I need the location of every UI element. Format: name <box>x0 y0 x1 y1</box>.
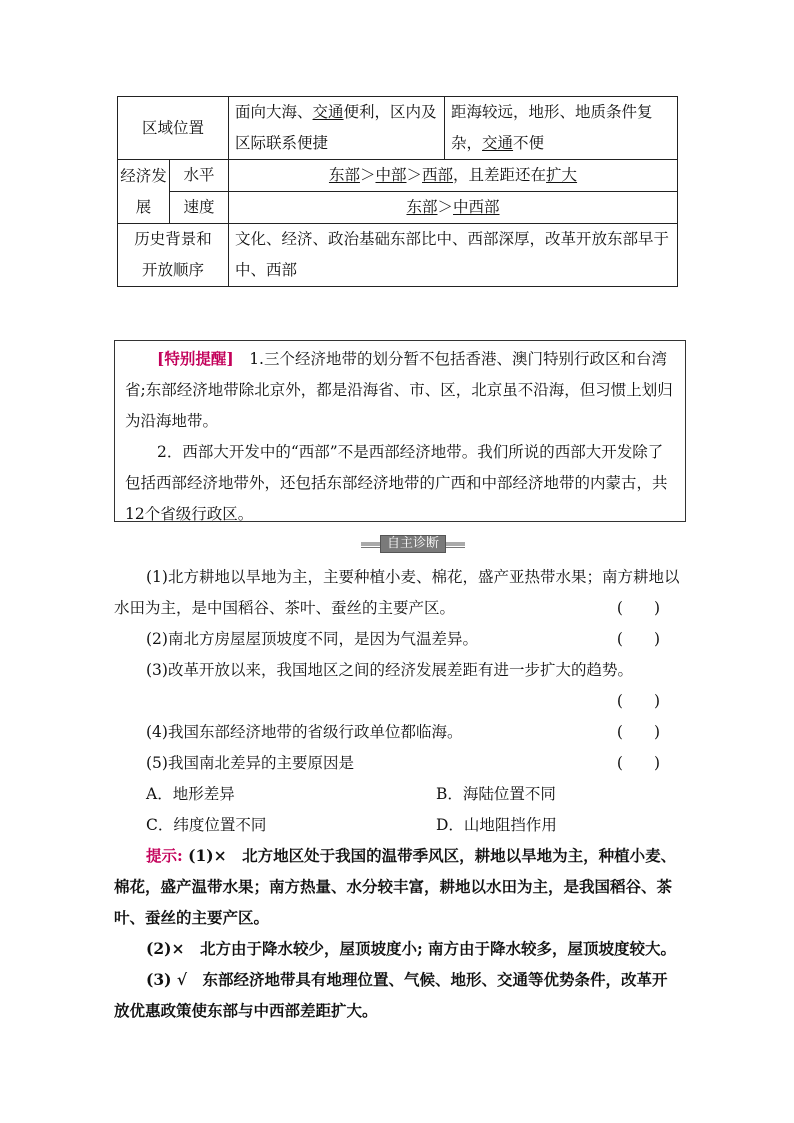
table-row-level <box>118 160 678 192</box>
history-value: 文化、经济、政治基础东部比中、西部深厚，改革开放东部早于中、西部 <box>229 224 678 287</box>
self-diagnosis-banner <box>361 535 465 552</box>
question-3: (3)改革开放以来，我国地区之间的经济发展差距有进一步扩大的趋势。 <box>146 661 633 679</box>
history-label: 历史背景和开放顺序 <box>118 224 229 287</box>
answer-blank-1[interactable]: ( ) <box>616 599 660 617</box>
options-row-2 <box>114 810 680 841</box>
question-4-text: (4)我国东部经济地带的省级行政单位都临海。 <box>146 723 463 741</box>
speed-value: 东部＞中西部 <box>229 192 678 224</box>
self-diagnosis-title: 自主诊断 <box>380 535 446 553</box>
options-row-1 <box>114 779 680 810</box>
table-row-history <box>118 224 678 287</box>
option-c[interactable]: C．纬度位置不同 <box>146 816 267 834</box>
diagnosis-questions <box>114 562 680 841</box>
answer-blank-4[interactable]: ( ) <box>616 723 660 741</box>
location-east-cell: 面向大海、交通便利，区内及区际联系便捷 <box>229 97 445 160</box>
econ-label: 经济发展 <box>118 160 170 224</box>
hint-2: (2)× 北方由于降水较少，屋顶坡度小; 南方由于降水较多，屋顶坡度较大。 <box>146 939 677 958</box>
answer-hints <box>114 840 680 1026</box>
table-row-speed <box>118 192 678 224</box>
question-4 <box>114 717 680 748</box>
question-5 <box>114 748 680 779</box>
hint-1 <box>114 840 680 933</box>
level-value: 东部＞中部＞西部，且差距还在扩大 <box>229 160 678 192</box>
comparison-table <box>117 96 678 287</box>
option-b[interactable]: B．海陆位置不同 <box>436 785 556 803</box>
reminder-tag: [特别提醒] <box>157 349 234 368</box>
answer-blank-2[interactable]: ( ) <box>616 630 660 648</box>
location-west-cell: 距海较远，地形、地质条件复杂，交通不便 <box>445 97 678 160</box>
reminder-paragraph-1 <box>125 343 675 437</box>
question-2 <box>114 624 680 655</box>
question-1 <box>114 562 680 624</box>
hint-3: (3) √ 东部经济地带具有地理位置、气候、地形、交通等优势条件，改革开放优惠政策使东部与中西部差距扩大。 <box>114 970 668 1020</box>
option-a[interactable]: A．地形差异 <box>146 785 235 803</box>
hint-1-text: (1)× 北方地区处于我国的温带季风区，耕地以旱地为主，种植小麦、棉花，盛产温带水果；南方热量、水分较丰富，耕地以水田为主，是我国稻谷、茶叶、蚕丝的主要产区。 <box>114 846 677 927</box>
question-5-text: (5)我国南北差异的主要原因是 <box>146 754 354 772</box>
level-label: 水平 <box>170 160 229 192</box>
option-d[interactable]: D．山地阻挡作用 <box>436 816 557 834</box>
reminder-paragraph-2: 2．西部大开发中的“西部”不是西部经济地带。我们所说的西部大开发除了包括西部经济地带外，还包括东部经济地带的广西和中部经济地带的内蒙古，共12个省级行政区。 <box>125 443 668 523</box>
speed-label: 速度 <box>170 192 229 224</box>
answer-blank-3[interactable]: ( ) <box>616 692 660 710</box>
hint-label: 提示: <box>146 846 183 865</box>
answer-blank-5[interactable]: ( ) <box>616 754 660 772</box>
reminder-text-1: 1.三个经济地带的划分暂不包括香港、澳门特别行政区和台湾省;东部经济地带除北京外，都是沿海省、市、区，北京虽不沿海，但习惯上划归为沿海地带。 <box>125 350 673 430</box>
table-row-location <box>118 97 678 160</box>
question-3-blank-row <box>114 686 680 717</box>
question-1-text: (1)北方耕地以旱地为主，主要种植小麦、棉花，盛产亚热带水果；南方耕地以水田为主，是中国稻谷、茶叶、蚕丝的主要产区。 <box>114 568 680 617</box>
special-reminder-box <box>114 340 686 522</box>
question-2-text: (2)南北方房屋屋顶坡度不同，是因为气温差异。 <box>146 630 478 648</box>
location-label: 区域位置 <box>118 97 229 160</box>
